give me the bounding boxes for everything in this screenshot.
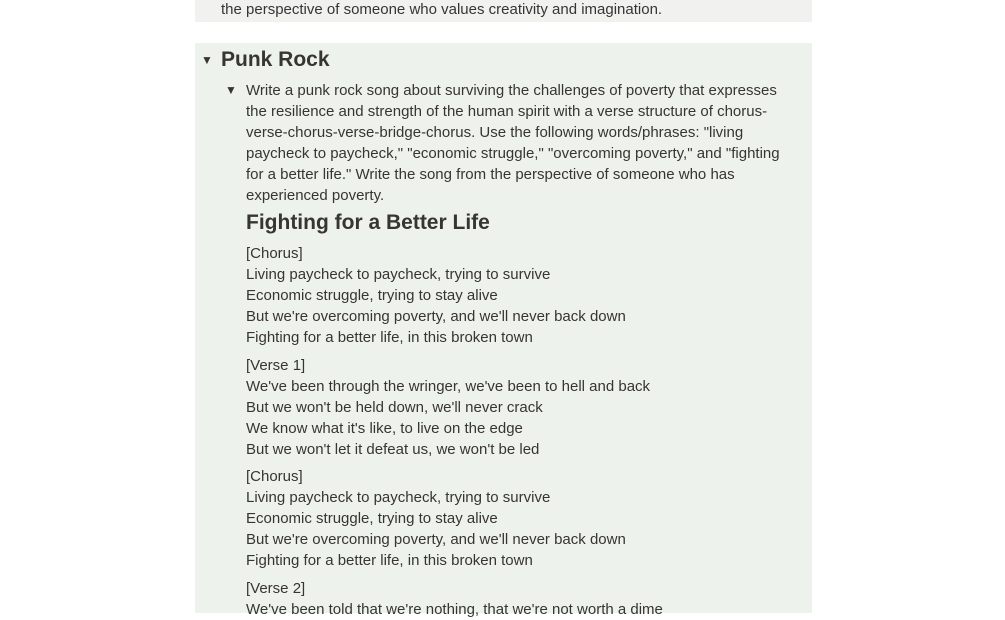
lyric-line: We've been through the wringer, we've been to hell and back bbox=[246, 378, 651, 395]
lyric-line: We've been told that we're nothing, that we're not worth a dime bbox=[246, 601, 663, 618]
lyric-line: We know what it's like, to live on the edge bbox=[246, 420, 523, 437]
previous-toggle-block bbox=[195, 0, 812, 22]
lyric-line: Economic struggle, trying to stay alive bbox=[246, 510, 498, 527]
stanza-verse-2 bbox=[246, 578, 663, 620]
stanza-label: [Verse 2] bbox=[246, 580, 306, 597]
punk-rock-toggle-block bbox=[195, 43, 812, 618]
lyric-line: Living paycheck to paycheck, trying to survive bbox=[246, 266, 551, 283]
lyric-line: Economic struggle, trying to stay alive bbox=[246, 287, 498, 304]
stanza-label: [Chorus] bbox=[246, 468, 303, 485]
stanza-verse-1 bbox=[246, 355, 650, 460]
triangle-down-icon[interactable]: ▼ bbox=[201, 53, 213, 67]
lyric-line: But we're overcoming poverty, and we'll never back down bbox=[246, 531, 626, 548]
lyric-line: Fighting for a better life, in this broken town bbox=[246, 552, 533, 569]
lyric-line: But we're overcoming poverty, and we'll never back down bbox=[246, 308, 626, 325]
stanza-chorus-2 bbox=[246, 466, 626, 571]
stanza-label: [Verse 1] bbox=[246, 357, 306, 374]
stanza-label: [Chorus] bbox=[246, 245, 303, 262]
lyric-line: Living paycheck to paycheck, trying to survive bbox=[246, 489, 551, 506]
prompt-toggle-triangle-down-icon[interactable]: ▼ bbox=[225, 83, 237, 97]
previous-block-text: the perspective of someone who values creativity and imagination. bbox=[221, 1, 663, 18]
lyric-line: But we won't be held down, we'll never crack bbox=[246, 399, 543, 416]
section-heading: Punk Rock bbox=[221, 48, 330, 71]
stanza-chorus-1 bbox=[246, 243, 626, 348]
song-title: Fighting for a Better Life bbox=[246, 211, 490, 234]
lyric-line: Fighting for a better life, in this broken town bbox=[246, 329, 533, 346]
prompt-text: Write a punk rock song about surviving the challenges of poverty that expresses the resilience and strength of the human spirit with a verse structure of chorus-verse-chorus-verse-bridge-chorus. Use the following words/phrases: "living paycheck to paycheck," "economic struggle," "overcoming poverty," and "fighting for a better life." Write the song from the perspective of someone who has experienced poverty. bbox=[246, 82, 780, 204]
lyric-line: But we won't let it defeat us, we won't be led bbox=[246, 441, 540, 458]
